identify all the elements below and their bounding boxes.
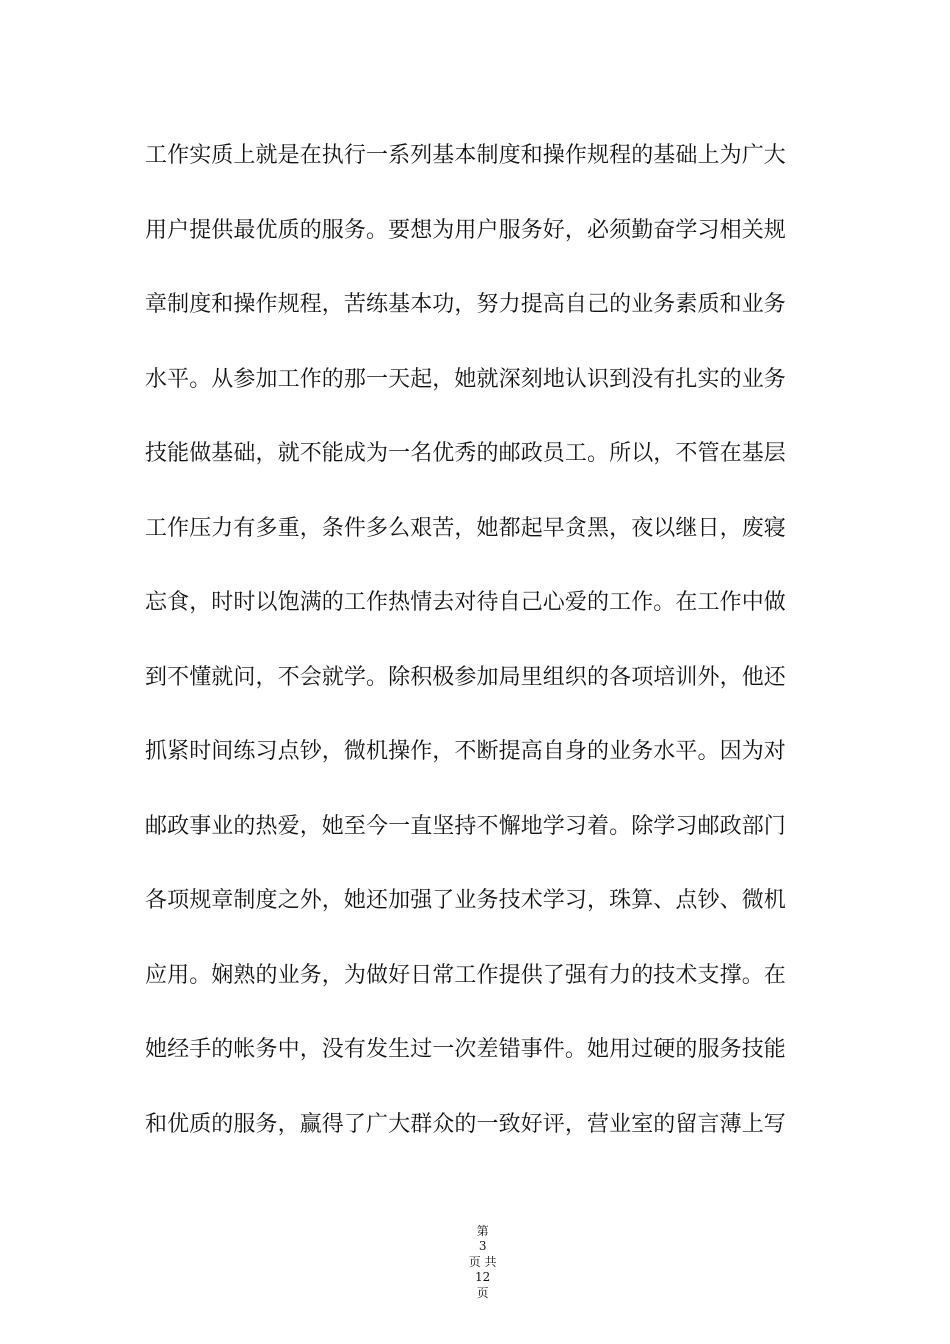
text-line: 工作实质上就是在执行一系列基本制度和操作规程的基础上为广大 <box>145 143 786 168</box>
page-label-prefix: 第 <box>476 1224 489 1238</box>
total-pages-number: 12 <box>474 1270 491 1284</box>
current-page-number: 3 <box>478 1239 487 1253</box>
text-line: 邮政事业的热爱，她至今一直坚持不懈地学习着。除学习邮政部门 <box>145 813 786 839</box>
text-line: 用户提供最优质的服务。要想为用户服务好，必须勤奋学习相关规 <box>145 217 786 243</box>
text-line: 忘食，时时以饱满的工作热情去对待自己心爱的工作。在工作中做 <box>145 590 786 615</box>
text-line: 工作压力有多重，条件多么艰苦，她都起早贪黑，夜以继日，废寝 <box>145 515 786 541</box>
page-footer <box>0 1208 950 1315</box>
text-line: 水平。从参加工作的那一天起，她就深刻地认识到没有扎实的业务 <box>145 366 786 392</box>
text-line: 技能做基础，就不能成为一名优秀的邮政员工。所以，不管在基层 <box>145 441 786 466</box>
text-line: 应用。娴熟的业务，为做好日常工作提供了强有力的技术支撑。在 <box>145 962 786 988</box>
text-line: 章制度和操作规程，苦练基本功，努力提高自己的业务素质和业务 <box>145 292 786 317</box>
body-paragraph <box>145 134 815 1177</box>
page-label-mid: 页 共 <box>468 1255 497 1269</box>
text-line: 她经手的帐务中，没有发生过一次差错事件。她用过硬的服务技能 <box>145 1037 786 1062</box>
text-line: 到不懂就问，不会就学。除积极参加局里组织的各项培训外，他还 <box>145 664 786 690</box>
page-label-suffix: 页 <box>476 1286 489 1300</box>
text-line: 抓紧时间练习点钞，微机操作，不断提高自身的业务水平。因为对 <box>145 739 786 764</box>
text-line: 和优质的服务，赢得了广大群众的一致好评，营业室的留言薄上写 <box>145 1111 786 1137</box>
text-line: 各项规章制度之外，她还加强了业务技术学习，珠算、点钞、微机 <box>145 888 786 913</box>
